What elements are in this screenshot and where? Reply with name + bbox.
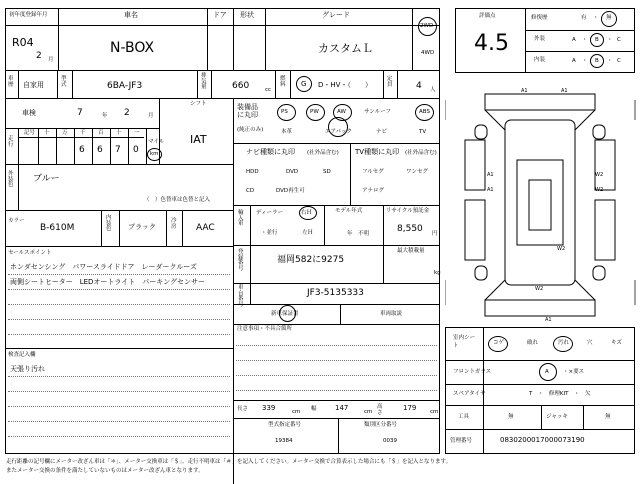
- max-load-label: 最大積載量: [397, 248, 425, 254]
- odo-unit: 十: [44, 130, 50, 136]
- diagram-mark-1: A1: [521, 88, 528, 94]
- jack-label: ジャッキ: [546, 414, 568, 420]
- usage: 自家用: [23, 81, 44, 89]
- odo-divider: [56, 128, 57, 164]
- odo-divider: [38, 128, 39, 164]
- equipment-item: PS: [281, 109, 288, 115]
- diagram-mark-6: W2: [595, 187, 604, 193]
- ac: AAC: [196, 223, 215, 233]
- interior-a: A: [572, 58, 576, 64]
- sales-point-line-1: ホンダセンシング パワースライドドア レーダークルーズ: [10, 263, 197, 271]
- odo-unit: 百: [98, 130, 104, 136]
- odo-digit: 6: [79, 145, 85, 155]
- length: 339: [262, 404, 276, 412]
- navi-note: (社外品含む): [307, 150, 339, 156]
- length-cm: cm: [292, 409, 301, 415]
- first-reg-month: 2: [36, 51, 42, 61]
- inspection-month-unit: 月: [148, 113, 154, 119]
- jack: 無: [605, 414, 611, 420]
- tv-title: TV種類に丸印: [355, 148, 400, 156]
- capacity: 4: [416, 81, 422, 91]
- exterior-dot-1: ・: [582, 37, 588, 43]
- navi-cd: CD: [246, 188, 255, 194]
- fuel-label: 燃料: [280, 76, 286, 88]
- width: 147: [335, 404, 349, 412]
- vehicle-type: 6BA-JF3: [107, 81, 143, 91]
- odo-unit: 千: [80, 130, 86, 136]
- score-label: 評価点: [479, 13, 496, 19]
- equipment-item: PW: [310, 109, 319, 115]
- registration: 福岡582に9275: [277, 255, 345, 265]
- type-no-label: 型式指定番号: [268, 422, 302, 428]
- odo-divider: [92, 128, 93, 164]
- tools: 無: [508, 414, 514, 420]
- color-code-label: カラー: [8, 218, 25, 224]
- odo-digit: 0: [133, 145, 139, 155]
- odo-divider: [128, 128, 129, 164]
- length-label: 長さ: [237, 406, 249, 412]
- warranty-certificate: 新車保証書: [271, 311, 299, 317]
- capacity-label: 定員: [387, 76, 393, 88]
- capacity-unit: 人: [430, 87, 436, 93]
- seat-item: コゲ: [493, 340, 505, 346]
- mileage-mile: マイル: [148, 139, 165, 145]
- spare-label: スペアタイヤ: [453, 391, 486, 397]
- exterior-dot-2: ・: [607, 37, 613, 43]
- car-damage-diagram: [445, 80, 640, 325]
- type-no: 19384: [275, 438, 293, 444]
- inspection-year: 7: [77, 108, 83, 118]
- interior-c: C: [617, 58, 621, 64]
- import-left: 左Ｈ: [302, 230, 314, 236]
- recycle-label: リサイクル預託金: [386, 208, 430, 214]
- score: 4.5: [474, 31, 509, 56]
- interior-dot-2: ・: [607, 58, 613, 64]
- glass-a: A: [545, 369, 549, 375]
- mileage-digit-label: 記号: [24, 130, 36, 136]
- odo-digit: 6: [97, 145, 103, 155]
- mileage-label: 走行: [8, 136, 14, 148]
- seat-item: 汚れ: [558, 340, 570, 346]
- recycle-yen: 円: [432, 231, 438, 237]
- owner-manual: 車両取説: [380, 311, 403, 317]
- height-cm: cm: [430, 409, 439, 415]
- tv-analog: アナログ: [362, 188, 385, 194]
- navi-title: ナビ種類に丸印: [246, 148, 295, 156]
- door-label: ドア: [213, 11, 227, 19]
- repair-label: 修復歴: [531, 15, 548, 21]
- import-parallel: ・並行: [261, 230, 278, 236]
- repair-no: 無: [606, 15, 612, 21]
- spare-options: T ・ 修理KIT ・ 欠: [529, 391, 591, 397]
- equipment-item-2: エアバック: [325, 129, 353, 135]
- equipment-item-2: TV: [419, 129, 427, 135]
- equipment-item: AW: [337, 109, 346, 115]
- fuel-options: D・HV・（ ）: [318, 81, 372, 89]
- inspection-label: 車検: [22, 109, 36, 117]
- notes-label: 注意事項・不具合箇所: [237, 326, 293, 332]
- ext-color-label: 外装色: [8, 171, 14, 188]
- diagram-mark-5: W2: [595, 172, 604, 178]
- navi-sd: SD: [323, 169, 331, 175]
- shape-label: 形状: [240, 11, 254, 19]
- tools-label: 工具: [458, 414, 470, 420]
- first-reg-label: 初年度登録年月: [9, 12, 48, 18]
- odo-unit: 一: [134, 130, 140, 136]
- vehicle-history-label: 車歴: [8, 76, 14, 88]
- navi-dvd-play: DVD再生可: [276, 188, 305, 194]
- odo-divider: [146, 128, 147, 164]
- interior-label: 内装: [534, 57, 546, 63]
- vehicle-grade: カスタムＬ: [318, 42, 373, 55]
- seat-item: 穴: [587, 340, 593, 346]
- drive-2wd: 2WD: [420, 23, 434, 29]
- tv-oneseg: ワンセグ: [406, 169, 429, 175]
- glass-label: フロントガラス: [453, 369, 492, 375]
- ext-color-note: （ ）色替車は色替と記入: [144, 197, 211, 203]
- import-dealer: ディーラー: [256, 210, 284, 216]
- inspector-note: 天張り汚れ: [10, 365, 45, 373]
- navi-dvd: DVD: [286, 169, 299, 175]
- equipment-item: サンルーフ: [364, 109, 391, 115]
- warranty-circle: [279, 305, 296, 322]
- equipment-note: (純正のみ): [237, 127, 264, 133]
- height: 179: [403, 404, 417, 412]
- width-cm: cm: [364, 409, 373, 415]
- interior-dot-1: ・: [582, 58, 588, 64]
- displacement: 660: [232, 81, 250, 91]
- repair-sep: ・: [593, 15, 599, 21]
- odo-divider: [110, 128, 111, 164]
- model-year: 年 不明: [347, 231, 370, 237]
- footer-line-2: またメーター交換の条件を満たしていないものはメーター改ざん車となります。: [6, 468, 204, 474]
- cc-unit: cc: [265, 87, 272, 93]
- first-reg-month-unit: 月: [48, 57, 54, 63]
- model-year-label: モデル年式: [335, 208, 363, 214]
- inspection-year-unit: 年: [102, 113, 108, 119]
- first-reg-era: R04: [12, 36, 34, 49]
- int-color-label: 内装色: [106, 215, 112, 232]
- type-label: 型式: [61, 76, 67, 88]
- interior-b: B: [595, 58, 599, 64]
- width-label: 幅: [311, 406, 317, 412]
- grade-label: グレード: [322, 11, 350, 19]
- height-label: 高さ: [377, 404, 383, 416]
- footer-line-1: 走行距離の記号欄にメーター改ざん車は「＊」、メーター交換車は「＄」、走行不明車は「＃」を記入してください。メーター交換で合算表示した場合にも「＄」を記入となります。: [6, 459, 452, 465]
- odo-unit: 万: [62, 130, 68, 136]
- drive-4wd: 4WD: [421, 50, 435, 56]
- diagram-mark-4: A1: [487, 187, 494, 193]
- equipment-item-2: ナビ: [376, 129, 388, 135]
- diagram-mark-2: A1: [561, 88, 568, 94]
- equipment-label: 装備品に丸印: [237, 103, 258, 120]
- mgmt-label: 管理番号: [450, 438, 473, 444]
- import-label: 輸入車: [238, 210, 244, 227]
- mgmt-number: 0830200017000073190: [500, 436, 585, 444]
- equipment-item-2: 本革: [281, 129, 293, 135]
- chassis: JF3-5135333: [307, 288, 364, 298]
- diagram-mark-3: A1: [487, 172, 494, 178]
- ext-color: ブルー: [33, 174, 60, 184]
- diagram-mark-9: A1: [545, 317, 552, 323]
- shift-label: シフト: [190, 101, 207, 107]
- max-load-kg: kg: [434, 270, 441, 276]
- equipment-item: ABS: [419, 109, 430, 115]
- import-right: 右Ｈ: [301, 210, 313, 216]
- glass-options: ・×要ス: [563, 369, 585, 375]
- int-color: ブラック: [128, 223, 156, 231]
- tv-fullseg: フルセグ: [362, 169, 384, 175]
- tv-note: (社外品含む): [405, 150, 437, 156]
- class-no: 0039: [383, 438, 397, 444]
- vehicle-name: N-BOX: [110, 40, 155, 56]
- inspector-label: 検査記入欄: [8, 352, 36, 358]
- shift: IAT: [190, 133, 207, 146]
- odo-digit: 7: [115, 145, 121, 155]
- displacement-label: 排気量: [201, 73, 207, 90]
- repair-yes: 有: [581, 15, 587, 21]
- diagram-mark-7: W2: [557, 246, 566, 252]
- chassis-label: 車台番号: [238, 285, 244, 308]
- navi-hdd: HDD: [246, 169, 259, 175]
- odo-divider: [74, 128, 75, 164]
- exterior-b: B: [595, 37, 599, 43]
- model-name-label: 車名: [124, 11, 138, 19]
- color-code: B-610M: [40, 223, 75, 233]
- seat-item: 破れ: [527, 340, 539, 346]
- seat-label: 室内シート: [453, 335, 476, 349]
- registration-label: 登録番号: [238, 249, 244, 272]
- exterior-a: A: [572, 37, 576, 43]
- recycle: 8,550: [397, 224, 423, 234]
- seat-item: キズ: [611, 340, 622, 346]
- diagram-mark-8: W2: [535, 286, 544, 292]
- ac-label: 冷房: [171, 218, 177, 230]
- sales-point-label: セールスポイント: [8, 250, 52, 256]
- class-no-label: 類別区分番号: [364, 422, 398, 428]
- mileage-km: km: [150, 151, 159, 157]
- exterior-label: 外装: [534, 36, 546, 42]
- sales-point-line-2: 両側シートヒーター LEDオートライト パーキングセンサー: [10, 278, 206, 286]
- odo-unit: 十: [116, 130, 122, 136]
- exterior-c: C: [617, 37, 621, 43]
- fuel-g: G: [301, 80, 307, 88]
- inspection-month: 2: [124, 108, 130, 118]
